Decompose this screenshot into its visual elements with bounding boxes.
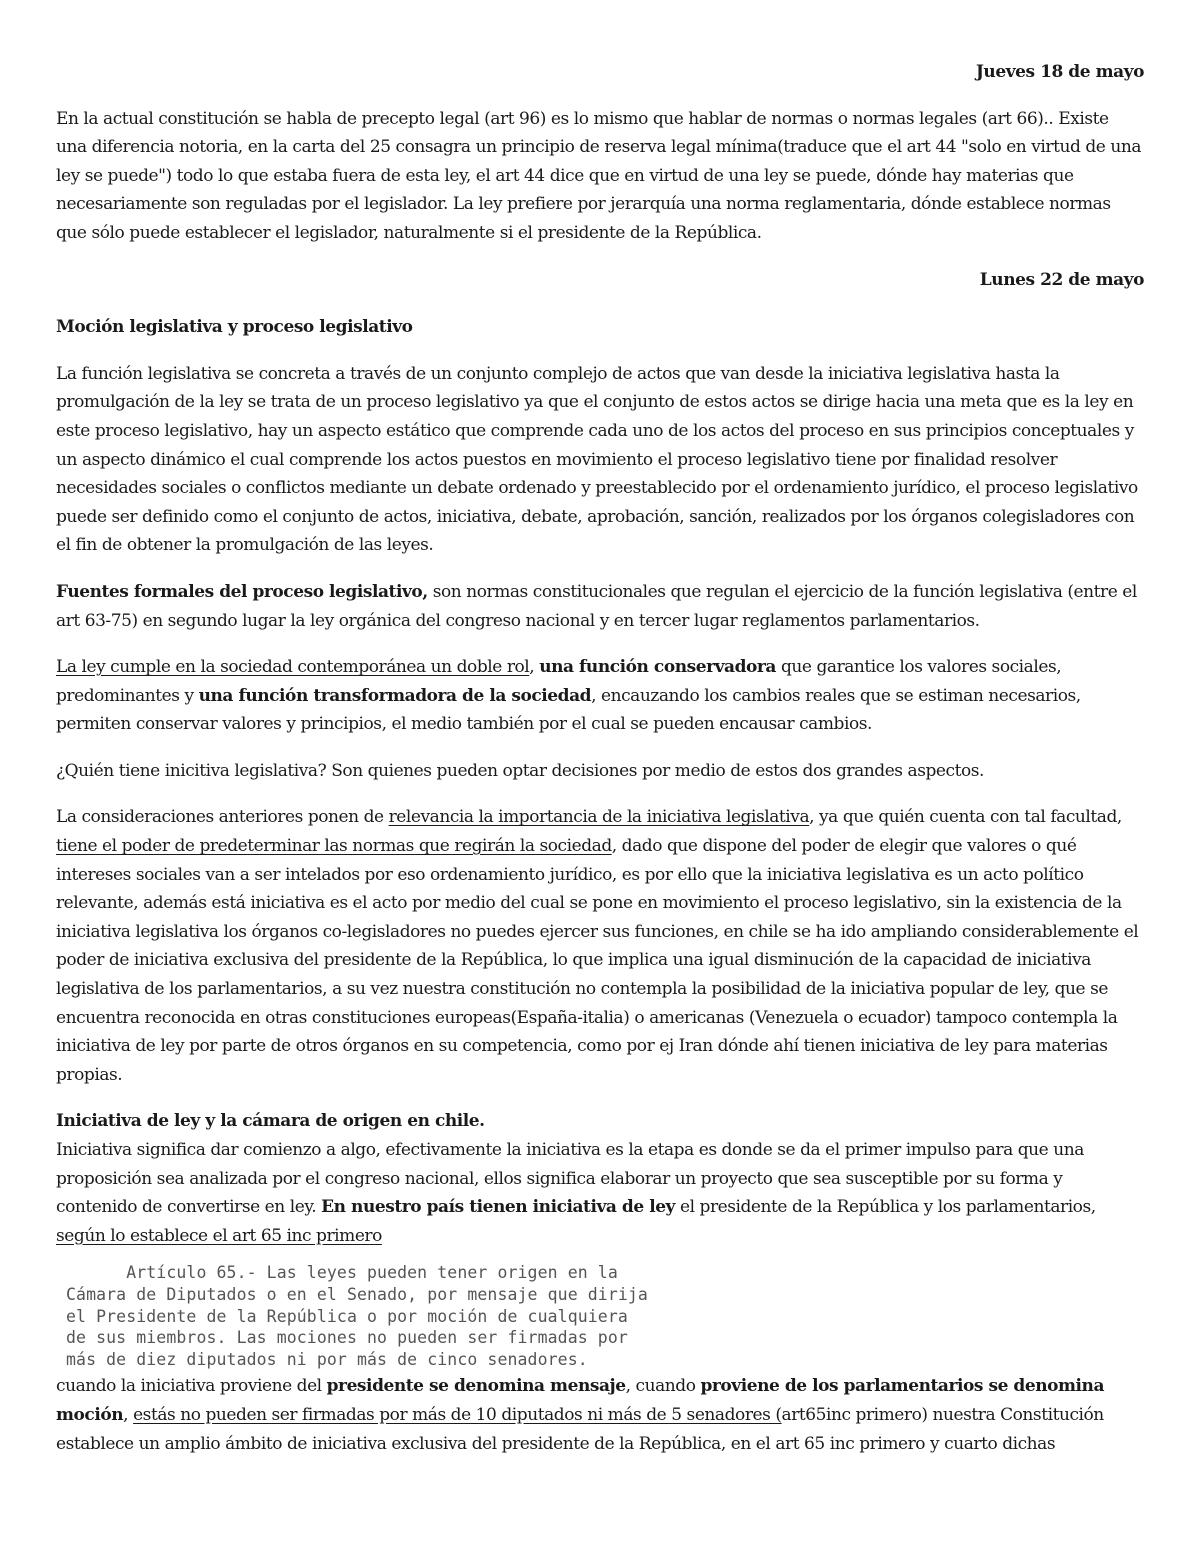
paragraph-4-bold-2: una función transformadora de la sociedad [198,685,592,706]
paragraph-8-bold-2: proviene de los parlamentarios se denomina moción [56,1376,1105,1425]
paragraph-3 [56,578,1144,635]
paragraph-7-text-1: Iniciativa significa dar comienzo a algo, efectivamente la iniciativa es la etapa es donde se da el primer impulso para que una proposición sea analizada por el congreso nacional, ellos significa elaborar un proyecto que sea susceptible por su forma y contenido de convertirse en ley. [56,1140,1084,1218]
paragraph-7-underline: según lo establece el art 65 inc primero [56,1225,382,1246]
paragraph-3-bold: Fuentes formales del proceso legislativo, [56,581,428,602]
paragraph-8-text-1: cuando la iniciativa proviene del [56,1376,327,1397]
paragraph-6-text-1: La consideraciones anteriores ponen de [56,807,389,828]
paragraph-1: En la actual constitución se habla de precepto legal (art 96) es lo mismo que hablar de normas o normas legales (art 66).. Existe una diferencia notoria, en la carta del 25 consagra un principio de reserva legal mínima(traduce que el art 44 "solo en virtud de una ley se puede") todo lo que estaba fuera de esta ley, el art 44 dice que en virtud de una ley se puede, dónde hay materias que necesariamente son reguladas por el legislador. La ley prefiere por jerarquía una norma reglamentaria, dónde establece normas que sólo puede establecer el legislador, naturalmente si el presidente de la República. [56,108,1142,243]
date-heading-1: Jueves 18 de mayo [975,62,1144,82]
paragraph-6-underline-2: tiene el poder de predeterminar las normas que regirán la sociedad [56,836,612,857]
paragraph-5: ¿Quién tiene inicitiva legislativa? Son quienes pueden optar decisiones por medio de estos dos grandes aspectos. [56,760,984,781]
paragraph-6-underline-1: relevancia la importancia de la iniciativa legislativa [388,807,810,828]
paragraph-4-bold-1: una función conservadora [539,657,776,678]
article-65-quote [66,1262,1144,1370]
paragraph-3-text: son normas constitucionales que regulan el ejercicio de la función legislativa (entre el art 63-75) en segundo lugar la ley orgánica del congreso nacional y en tercer lugar reglamentos parlamentarios. [56,581,1137,631]
paragraph-8-text-2: , cuando [625,1376,701,1397]
paragraph-7 [56,1136,1144,1250]
article-line: Artículo 65.- Las leyes pueden tener origen en la [66,1263,618,1283]
paragraph-4-text-1: , [529,657,540,678]
paragraph-8-text-3: , [123,1404,134,1425]
document-page [56,58,1144,1458]
article-line: más de diez diputados ni por más de cinco senadores. [66,1349,588,1369]
section-heading-mocion: Moción legislativa y proceso legislativo [56,317,413,338]
paragraph-8 [56,1372,1144,1458]
article-line: el Presidente de la República o por moción de cualquiera [66,1306,628,1326]
paragraph-4 [56,653,1144,739]
article-line: Cámara de Diputados o en el Senado, por mensaje que dirija [66,1284,648,1304]
paragraph-4-text-3: , encauzando los cambios reales que se estiman necesarios, permiten conservar valores y principios, el medio también por el cual se pueden encausar cambios. [56,685,1081,735]
paragraph-2: La función legislativa se concreta a través de un conjunto complejo de actos que van desde la iniciativa legislativa hasta la promulgación de la ley se trata de un proceso legislativo ya que el conjunto de estos actos se dirige hacia una meta que es la ley en este proceso legislativo, hay un aspecto estático que comprende cada uno de los actos del proceso en sus principios conceptuales y un aspecto dinámico el cual comprende los actos puestos en movimiento el proceso legislativo tiene por finalidad resolver necesidades sociales o conflictos mediante un debate ordenado y preestablecido por el ordenamiento jurídico, el proceso legislativo puede ser definido como el conjunto de actos, iniciativa, debate, aprobación, sanción, realizados por los órganos colegisladores con el fin de obtener la promulgación de las leyes. [56,363,1138,556]
section-heading-iniciativa: Iniciativa de ley y la cámara de origen en chile. [56,1111,485,1132]
article-line: de sus miembros. Las mociones no pueden ser firmadas por [66,1328,628,1348]
date-heading-2: Lunes 22 de mayo [979,269,1144,290]
paragraph-7-text-2: el presidente de la República y los parlamentarios, [675,1197,1096,1218]
paragraph-6 [56,803,1144,1089]
paragraph-6-text-2: , ya que quién cuenta con tal facultad, [809,807,1122,828]
paragraph-8-text-4: art65inc primero) nuestra Constitución establece un amplio ámbito de iniciativa exclusiva del presidente de la República, en el art 65 inc primero y cuarto dichas [56,1404,1104,1454]
paragraph-6-text-3: , dado que dispone del poder de elegir que valores o qué intereses sociales van a ser intelados por eso ordenamiento jurídico, es por ello que la iniciativa legislativa es un acto político relevante, además está iniciativa es el acto por medio del cual se pone en movimiento el proceso legislativo, sin la existencia de la iniciativa legislativa los órganos co-legisladores no puedes ejercer sus funciones, en chile se ha ido ampliando considerablemente el poder de iniciativa exclusiva del presidente de la República, lo que implica una igual disminución de la capacidad de iniciativa legislativa de los parlamentarios, a su vez nuestra constitución no contempla la posibilidad de la iniciativa popular de ley, que se encuentra reconocida en otras constituciones europeas(España-italia) o americanas (Venezuela o ecuador) tampoco contempla la iniciativa de ley por parte de otros órganos en su competencia, como por ej Iran dónde ahí tienen iniciativa de ley para materias propias. [56,836,1139,1085]
paragraph-4-text-2: que garantice los valores sociales, predominantes y [56,657,1062,706]
paragraph-8-underline: estás no pueden ser firmadas por más de 10 diputados ni más de 5 senadores ( [133,1404,782,1425]
paragraph-7-bold: En nuestro país tienen iniciativa de ley [321,1197,675,1218]
paragraph-4-underline: La ley cumple en la sociedad contemporánea un doble rol [56,657,530,678]
paragraph-8-bold-1: presidente se denomina mensaje [326,1376,626,1397]
